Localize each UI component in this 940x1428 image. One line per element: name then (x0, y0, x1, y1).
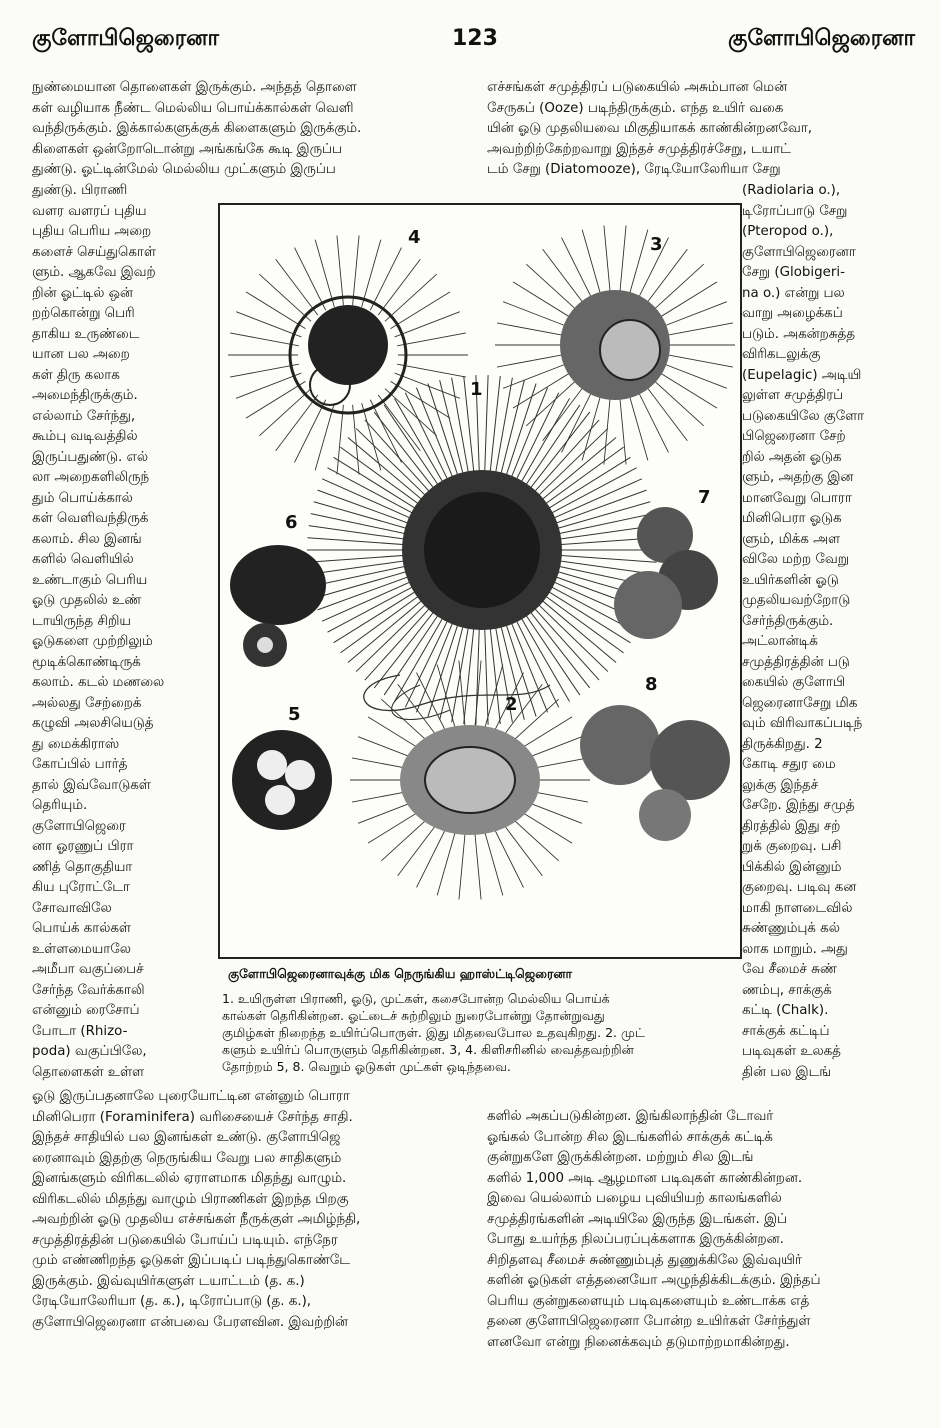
spine (337, 236, 343, 306)
text-line: லாக மாறும். அது (742, 941, 848, 957)
text-line: ஜெரைனாசேறு மிக (742, 695, 858, 711)
text-line: கூம்பு வடிவத்தில் (32, 429, 138, 444)
text-line: இந்தச் சாதியில் பல இனங்கள் உண்டு. குளோபிஜெ (32, 1130, 341, 1145)
figure-label: 8 (645, 674, 658, 695)
text-line: கட்டி (Chalk). (742, 1003, 829, 1018)
text-line: ளும். ஆகவே இவற் (32, 265, 156, 280)
text-line: றில் அதன் ஓடுக (742, 449, 842, 465)
spine (582, 230, 603, 302)
spine (370, 248, 401, 311)
text-line: வந்திருக்கும். இக்கால்களுக்குக் கிளைகளும் இருக்கும். (32, 121, 362, 136)
spine (391, 292, 451, 329)
text-line: வாறு அழைக்கப் (742, 306, 843, 321)
text-line: குளோபிஜெரை (32, 818, 126, 834)
left-column-top-text (32, 78, 462, 181)
specimen-1-core (424, 492, 540, 608)
spine (619, 226, 626, 301)
text-line: விரிகடலில் மிதந்து வாழும் பிராணிகள் இறந்த பிறகு (32, 1191, 349, 1207)
text-line: கோப்பில் பார்த் (32, 757, 128, 772)
text-line: மும் எண்ணிறந்த ஓடுகள் இப்படிப் படிந்துகொண்டே (32, 1253, 350, 1268)
spine (562, 238, 595, 305)
text-line: குளோபிஜெரைனா என்பவை பேரளவின. இவற்றின் (32, 1314, 348, 1330)
text-line: மானவேறு பொரா (742, 490, 852, 506)
text-line: பிக்கில் இன்னும் (742, 859, 842, 875)
text-line: றின் ஓட்டில் ஒன் (32, 285, 133, 301)
text-line: களில் வெளியில் (32, 552, 134, 567)
left-column-bottom-text (32, 1087, 462, 1333)
spine (398, 820, 440, 876)
text-line: மாகி நாளடைவில் (742, 900, 853, 916)
specimen-2-chamber (425, 747, 515, 813)
figure-caption-title: குளோபிஜெரைனாவுக்கு மிக நெருங்கிய ஹாஸ்ட்டிஜெரைனா (228, 966, 573, 981)
figure-label: 3 (650, 234, 663, 255)
text-line: கிய புரோட்டோ (32, 880, 130, 895)
spine (475, 830, 481, 900)
spine (497, 353, 571, 367)
spine (246, 381, 306, 418)
text-line: அவற்றின் ஓடு முதலிய எச்சங்கள் நீருக்குள் அமிழ்ந்தி, (32, 1212, 361, 1227)
caption-line: தோற்றம் 5, 8. வெறும் ஓடுகள் முட்கள் ஒடிந்தவை. (222, 1059, 511, 1074)
text-line: விலே மற்ற வேறு (742, 552, 849, 567)
text-line: களில் 1,000 அடி ஆழமான படிவுகள் காண்கின்றன. (487, 1170, 803, 1186)
text-line: யான பல அறை (32, 347, 130, 362)
text-line: களின் ஓடுகள் எத்தனையோ அழுந்திக்கிடக்கும். இந்தப் (487, 1273, 821, 1288)
text-line: உள்ளமையாலே (32, 941, 131, 957)
text-line: எல்லாம் சேர்ந்து, (32, 408, 136, 424)
spine (659, 353, 733, 367)
text-line: poda) வகுப்பிலே, (32, 1044, 147, 1059)
text-line: போது உயர்ந்த நிலப்பரப்புக்களாக இருக்கின்றன. (487, 1232, 784, 1247)
text-line: அவற்றிற்கேற்றவாறு இந்தச் சமுத்திரச்சேறு, டயாட் (487, 141, 791, 157)
text-line: டிரோப்பாடு சேறு (742, 203, 848, 219)
figure-label: 5 (288, 704, 301, 725)
spine (604, 226, 611, 301)
spine (276, 395, 318, 451)
text-line: கள் திரு கலாக (32, 367, 120, 383)
page-number: 123 (452, 26, 498, 51)
text-line: குறைவு. படிவு கன (742, 880, 857, 895)
spine (353, 236, 359, 306)
text-line: ரேடியோலேரியா (த. க.), டிரோப்பாடு (த. க.), (32, 1294, 312, 1309)
text-line: வே சீமைச் சுண் (742, 962, 837, 977)
text-line: துண்டு. பிராணி (32, 183, 128, 198)
spine (503, 361, 573, 388)
figure-caption-body (222, 990, 732, 1075)
spine (315, 240, 334, 307)
text-line: ஓங்கல் போன்ற சில இடங்களில் சாக்குக் கட்டிக் (487, 1129, 773, 1145)
text-line: முதலியவற்றோடு (742, 593, 851, 608)
text-line: சமுத்திரத்தின் படுகையில் போய்ப் படியும். எந்நேர (32, 1232, 338, 1248)
spine (503, 302, 573, 329)
text-line: வும் விரிவாகப்படிந் (742, 716, 863, 731)
text-line: (Radiolaria o.), (742, 183, 841, 198)
spine (562, 385, 595, 452)
spine (395, 373, 460, 398)
text-line: தொளைகள் உள்ள (32, 1064, 145, 1080)
figure-label: 7 (698, 487, 711, 508)
text-line: புதிய பெரிய அறை (32, 224, 152, 239)
figure-label: 2 (505, 694, 518, 715)
text-line: ஓடு முதலில் உண் (32, 593, 142, 608)
text-line: ளனவோ என்று நினைக்கவும் தடுமாற்றமாகின்றது. (487, 1334, 790, 1350)
left-column-narrow-text (32, 181, 214, 1083)
spine (385, 389, 437, 436)
spine (492, 825, 523, 888)
spine (378, 259, 420, 315)
text-line: என்னும் ரைசோப் (32, 1003, 140, 1018)
text-line: குன்றுகளே இருக்கின்றன. மற்றும் சில இடங் (487, 1150, 754, 1165)
running-head-right: குளோபிஜெரைனா (728, 26, 915, 51)
text-line: வளர வளரப் புதிய (32, 203, 147, 219)
figure-label: 4 (408, 227, 421, 248)
spine (230, 364, 299, 377)
text-line: தின் பல இடங் (742, 1064, 831, 1080)
text-line: மூடிக்கொண்டிருக் (32, 654, 141, 670)
text-line: (Pteropod o.), (742, 224, 834, 239)
right-column-top-text (487, 78, 907, 181)
spine (484, 828, 503, 895)
spine (659, 323, 733, 337)
spine (437, 828, 456, 895)
text-line: ளும், அதற்கு இன (742, 470, 854, 485)
spine (497, 323, 571, 337)
text-line: சேர்ந்த வேர்க்காலி (32, 982, 145, 998)
caption-line: கால்கள் தெரிகின்றன. ஓட்டைச் சுற்றிலும் நுரைபோன்று தோன்றுவது (222, 1008, 605, 1023)
text-line: பெரிய குன்றுகளையும் படிவுகளையும் உண்டாக்க எத் (487, 1293, 810, 1309)
spine (337, 405, 343, 475)
text-line: ஓடு இருப்பதனாலே புரையோட்டின என்னும் பொரா (32, 1089, 350, 1104)
text-line: திருக்கிறது. 2 (742, 736, 823, 752)
text-line: குளோபிஜெரைனா (742, 244, 856, 260)
text-line: திரத்தில் இது சற் (742, 818, 841, 834)
spine (315, 403, 334, 470)
spine (459, 830, 465, 900)
spine (236, 373, 301, 398)
text-line: பொய்க் கால்கள் (32, 921, 132, 936)
text-line: தெரியும். (32, 798, 88, 813)
specimen-5-chamber-a (257, 750, 287, 780)
specimen-6-aperture (257, 637, 273, 653)
text-line: களில் அகப்படுகின்றன. இங்கிலாந்தின் டோவர் (487, 1109, 774, 1124)
caption-line: குமிழ்கள் நிறைந்த உயிர்ப்பொருள். இது மிதவைபோல உதவுகிறது. 2. முட் (222, 1025, 645, 1040)
text-line: அமைந்திருக்கும். (32, 388, 138, 403)
text-line: கலாம். கடல் மணலை (32, 675, 165, 690)
spine (259, 389, 311, 436)
foraminifera-drawing (220, 205, 740, 957)
spine (627, 388, 648, 460)
text-line: விரிகடலுக்கு (742, 347, 821, 362)
text-line: கள் வெளிவந்திருக் (32, 511, 149, 526)
spine (295, 248, 326, 311)
text-line: ணித் தொகுதியா (32, 859, 133, 875)
spine (397, 333, 466, 346)
spine (417, 825, 448, 888)
text-line: யின் ஓடு முதலியவை மிகுதியாகக் காண்கின்றனவோ, (487, 121, 812, 136)
specimen-6-shell (230, 545, 326, 625)
text-line: பிஜெரைனா சேற் (742, 429, 846, 444)
specimen-8-chamber-c (639, 789, 691, 841)
spine (295, 400, 326, 463)
spine (657, 361, 727, 388)
spine (385, 274, 437, 321)
text-line: கிளைகள் ஒன்றோடொன்று அங்கங்கே கூடி இருப்ப (32, 141, 342, 157)
spine (397, 364, 466, 377)
running-head-left: குளோபிஜெரைனா (32, 26, 219, 51)
organism-illustration (218, 203, 742, 959)
text-line: களைச் செய்துகொள் (32, 244, 156, 260)
text-line: ரைனாவும் இதற்கு நெருங்கிய வேறு பல சாதிகளும் (32, 1150, 342, 1166)
spine (230, 333, 299, 346)
text-line: போடா (Rhizo- (32, 1023, 128, 1039)
text-line: படுகையிலே குளோ (742, 408, 865, 424)
text-line: உயிர்களின் ஓடு (742, 572, 839, 588)
text-line: கள் வழியாக நீண்ட மெல்லிய பொய்க்கால்கள் வெளி (32, 100, 354, 116)
text-line: சுண்ணும்புக் கல் (742, 921, 840, 936)
spine (582, 388, 603, 460)
text-line: துண்டு. ஓட்டின்மேல் மெல்லிய முட்களும் இருப்ப (32, 162, 336, 177)
text-line: டாயிருந்த சிறிய (32, 613, 131, 629)
spine (627, 230, 648, 302)
spine (362, 240, 381, 307)
spine (236, 312, 301, 337)
text-line: தும் பொய்க்கால் (32, 490, 133, 506)
text-line: ளும், மிக்க அள (742, 531, 841, 547)
text-line: உண்டாகும் பெரிய (32, 572, 148, 588)
text-line: நுண்மையான தொளைகள் இருக்கும். அந்தத் தொளை (32, 80, 357, 95)
text-line: அமீபா வகுப்பைச் (32, 962, 144, 977)
text-line: றற்கொன்று பெரி (32, 306, 135, 321)
figure-label: 6 (285, 512, 298, 533)
spine (276, 259, 318, 315)
text-line: இவை யெல்லாம் பழைய புவியியற் காலங்களில் (487, 1191, 782, 1206)
text-line: தால் இவ்வோடுகள் (32, 777, 151, 793)
text-line: சமுத்திரத்தின் படு (742, 654, 850, 670)
text-line: அட்லான்டிக் (742, 634, 818, 649)
text-line: படிவுகள் உலகத் (742, 1044, 841, 1059)
text-line: லுக்கு இந்தச் (742, 777, 819, 793)
spine (619, 390, 626, 465)
spine (353, 405, 359, 475)
spine (500, 820, 542, 876)
specimen-4-body (308, 305, 388, 385)
text-line: (Eupelagic) அடியி (742, 367, 862, 383)
text-line: கழுவி அலசியெடுத் (32, 716, 154, 731)
spine (395, 312, 460, 337)
text-line: சாக்குக் கட்டிப் (742, 1023, 830, 1039)
text-line: கையில் குளோபி (742, 675, 845, 690)
text-line: மினிபெரா (Foraminifera) வரிசையைச் சேர்ந்த சாதி. (32, 1109, 353, 1125)
text-line: னா ஓரணுப் பிரா (32, 839, 134, 854)
caption-line: 1. உயிருள்ள பிராணி, ஓடு, முட்கள், கசைபோன்ற மெல்லிய பொய்க் (222, 991, 610, 1006)
right-column-narrow-text (742, 181, 912, 1083)
text-line: தனை குளோபிஜெரைனா போன்ற உயிர்கள் சேர்ந்துள் (487, 1314, 811, 1329)
text-line: சமுத்திரங்களின் அடியிலே இருந்த இடங்கள். இப் (487, 1211, 787, 1227)
text-line: ணம்பு, சாக்குக் (742, 982, 832, 998)
text-line: இருப்பதுண்டு. எல் (32, 449, 149, 465)
text-line: சேறு (Globigeri- (742, 265, 845, 280)
figure-label: 1 (470, 379, 483, 400)
text-line: கோடி சதுர மை (742, 757, 836, 772)
text-line: றுக் குறைவு. பசி (742, 839, 842, 854)
spine (246, 292, 306, 329)
text-line: சோவாவிலே (32, 900, 112, 916)
text-line: இனங்களும் விரிகடலில் ஏராளமாக மிதந்து வாழும். (32, 1171, 347, 1186)
text-line: படும். அகன்றசுத்த (742, 326, 855, 342)
text-line: லுள்ள சமுத்திரப் (742, 388, 844, 403)
text-line: na o.) என்று பல (742, 285, 845, 301)
caption-line: களும் உயிர்ப் பொருளும் தெரிகின்றன. 3, 4. கிளிசரினில் வைத்தவற்றின் (222, 1042, 634, 1057)
text-line: லா அறைகளிலிருந் (32, 470, 150, 485)
specimen-8-chamber-a (580, 705, 660, 785)
specimen-7-chamber-c (614, 571, 682, 639)
specimen-5-chamber-c (265, 785, 295, 815)
text-line: சேறே. இந்து சமுத் (742, 798, 855, 813)
text-line: எச்சங்கள் சமுத்திரப் படுகையில் அசும்பான மென் (487, 80, 788, 95)
text-line: து மைக்கிராஸ் (32, 736, 120, 752)
text-line: டம் சேறு (Diatomooze), ரேடியோலேரியா சேறு (487, 162, 781, 177)
text-line: சேருகப் (Ooze) படிந்திருக்கும். எந்த உயிர் வகை (487, 100, 784, 116)
specimen-8-chamber-b (650, 720, 730, 800)
text-line: சிறிதளவு சீமைச் சுண்ணும்புத் துணுக்கிலே இவ்வுயிர் (487, 1252, 802, 1268)
text-line: கலாம். சில இனங் (32, 531, 142, 547)
text-line: மினிபெரா ஓடுக (742, 511, 842, 526)
spine (259, 274, 311, 321)
text-line: சேர்ந்திருக்கும். (742, 613, 834, 629)
spine (417, 673, 448, 736)
spine (604, 390, 611, 465)
text-line: இருக்கும். இவ்வுயிர்களுள் டயாட்டம் (த. க.) (32, 1273, 305, 1289)
specimen-3-chamber (600, 320, 660, 380)
specimen-5-chamber-b (285, 760, 315, 790)
spine (635, 385, 668, 452)
specimen-5-shell (232, 730, 332, 830)
spine (657, 302, 727, 329)
right-column-bottom-text (487, 1107, 907, 1353)
text-line: ஓடுகளை முற்றிலும் (32, 634, 153, 649)
text-line: அல்லது சேற்றைக் (32, 695, 142, 711)
text-line: தாகிய உருண்டை (32, 326, 140, 342)
